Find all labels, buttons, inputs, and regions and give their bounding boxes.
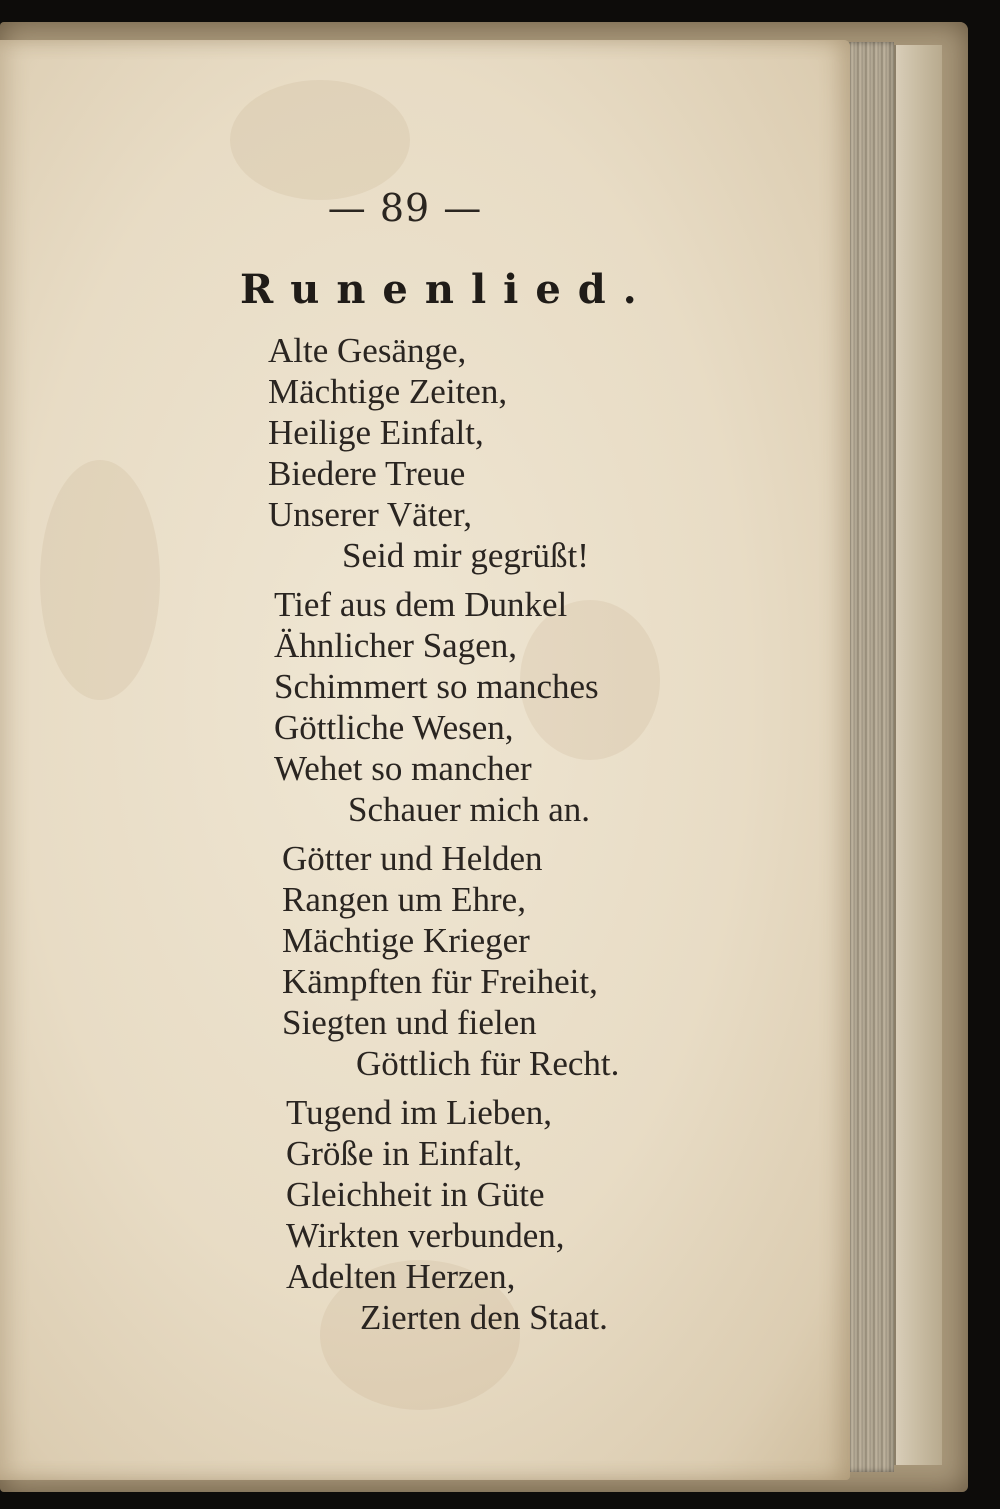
back-cover-edge — [894, 45, 942, 1465]
verse-line: Heilige Einfalt, — [268, 413, 484, 452]
verse-line: Ähnlicher Sagen, — [274, 626, 517, 665]
poem-body — [268, 330, 688, 1346]
verse-line: Größe in Einfalt, — [286, 1134, 523, 1173]
page-stain — [230, 80, 410, 200]
verse-line: Adelten Herzen, — [286, 1257, 516, 1296]
verse-line: Alte Gesänge, — [268, 331, 467, 370]
verse-line: Mächtige Krieger — [282, 921, 530, 960]
verse-line: Siegten und fielen — [282, 1003, 537, 1042]
verse-line: Wirkten verbunden, — [286, 1216, 565, 1255]
stanza-3 — [268, 838, 688, 1084]
verse-line: Götter und Helden — [282, 839, 543, 878]
page-edges — [846, 42, 894, 1472]
verse-line: Kämpften für Freiheit, — [282, 962, 598, 1001]
verse-line: Biedere Treue — [268, 454, 466, 493]
verse-line: Göttliche Wesen, — [274, 708, 514, 747]
verse-line: Mächtige Zeiten, — [268, 372, 508, 411]
page-stain — [40, 460, 160, 700]
verse-line: Rangen um Ehre, — [282, 880, 526, 919]
verse-line: Tief aus dem Dunkel — [274, 585, 568, 624]
verse-line: Tugend im Lieben, — [286, 1093, 553, 1132]
stanza-4 — [268, 1092, 688, 1338]
page-number: — 89 — — [327, 186, 483, 230]
verse-line: Unserer Väter, — [268, 495, 472, 534]
poem-title: Runenlied. — [240, 266, 654, 313]
verse-line: Wehet so mancher — [274, 749, 532, 788]
refrain-line: Schauer mich an. — [348, 790, 590, 829]
stanza-2 — [268, 584, 688, 830]
refrain-line: Seid mir gegrüßt! — [342, 536, 589, 575]
refrain-line: Göttlich für Recht. — [356, 1044, 620, 1083]
stanza-1 — [268, 330, 688, 576]
refrain-line: Zierten den Staat. — [360, 1298, 608, 1337]
verse-line: Gleichheit in Güte — [286, 1175, 545, 1214]
verse-line: Schimmert so manches — [274, 667, 599, 706]
